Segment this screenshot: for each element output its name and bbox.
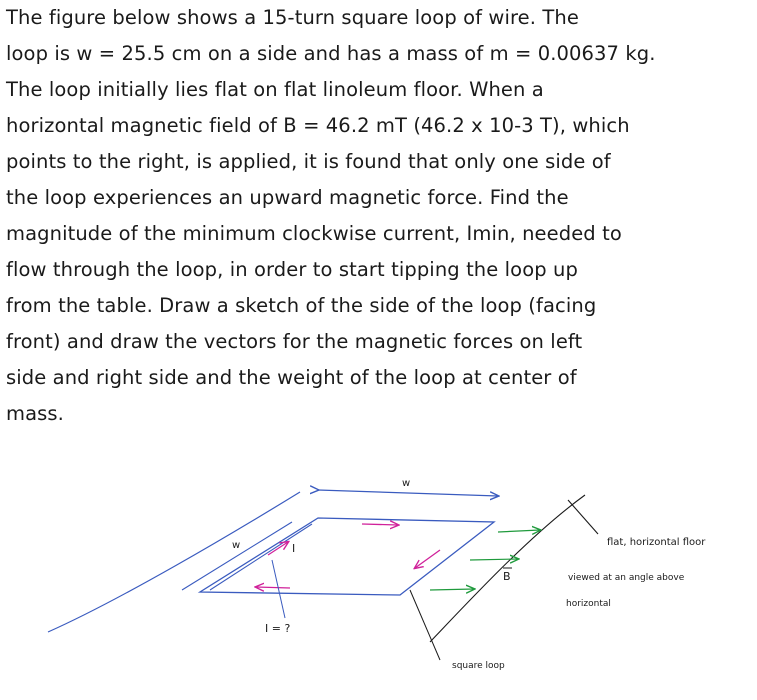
current-unknown-label: I = ? xyxy=(265,622,291,635)
problem-line: The loop initially lies flat on flat linoleum floor. When a xyxy=(6,78,544,101)
width-label-top: w xyxy=(402,478,411,489)
floor-label-line-1: flat, horizontal floor xyxy=(607,537,706,548)
width-label-side: w xyxy=(232,540,241,551)
current-pointer-line xyxy=(272,560,285,618)
field-arrow-2 xyxy=(470,559,518,560)
current-arrow-left xyxy=(268,542,288,555)
floor-pointer-line xyxy=(568,500,598,534)
loop-pointer-line xyxy=(410,590,440,660)
problem-line: The figure below shows a 15-turn square loop of wire. The xyxy=(6,6,579,29)
field-label: B xyxy=(503,570,511,583)
floor-label-line-2: viewed at an angle above xyxy=(568,573,685,583)
field-arrow-3 xyxy=(430,589,474,590)
square-loop xyxy=(200,518,494,595)
field-arrow-1 xyxy=(498,530,540,532)
current-arrow-right xyxy=(415,550,440,568)
problem-line: side and right side and the weight of the loop at center of xyxy=(6,366,577,389)
problem-line: from the table. Draw a sketch of the side of the loop (facing xyxy=(6,294,597,317)
current-arrow-bottom xyxy=(256,587,290,588)
problem-line: mass. xyxy=(6,402,64,425)
problem-line: the loop experiences an upward magnetic force. Find the xyxy=(6,186,569,209)
loop-left-edge-extra xyxy=(210,524,312,590)
problem-line: magnitude of the minimum clockwise current, Imin, needed to xyxy=(6,222,622,245)
problem-line: flow through the loop, in order to start tipping the loop up xyxy=(6,258,578,281)
problem-line: points to the right, is applied, it is found that only one side of xyxy=(6,150,611,173)
loop-left-lead xyxy=(182,522,292,590)
floor-label-line-3: horizontal xyxy=(566,599,611,609)
current-arrow-top xyxy=(362,524,398,525)
width-arrow-top xyxy=(318,490,498,496)
problem-line: loop is w = 25.5 cm on a side and has a mass of m = 0.00637 kg. xyxy=(6,42,656,65)
problem-statement xyxy=(6,0,751,432)
problem-line: front) and draw the vectors for the magnetic forces on left xyxy=(6,330,583,353)
loop-sketch xyxy=(0,440,757,700)
floor-edge-line xyxy=(48,492,300,632)
problem-line: horizontal magnetic field of B = 46.2 mT (46.2 x 10-3 T), which xyxy=(6,114,630,137)
loop-label: square loop xyxy=(452,661,505,671)
current-label: I xyxy=(292,542,296,555)
